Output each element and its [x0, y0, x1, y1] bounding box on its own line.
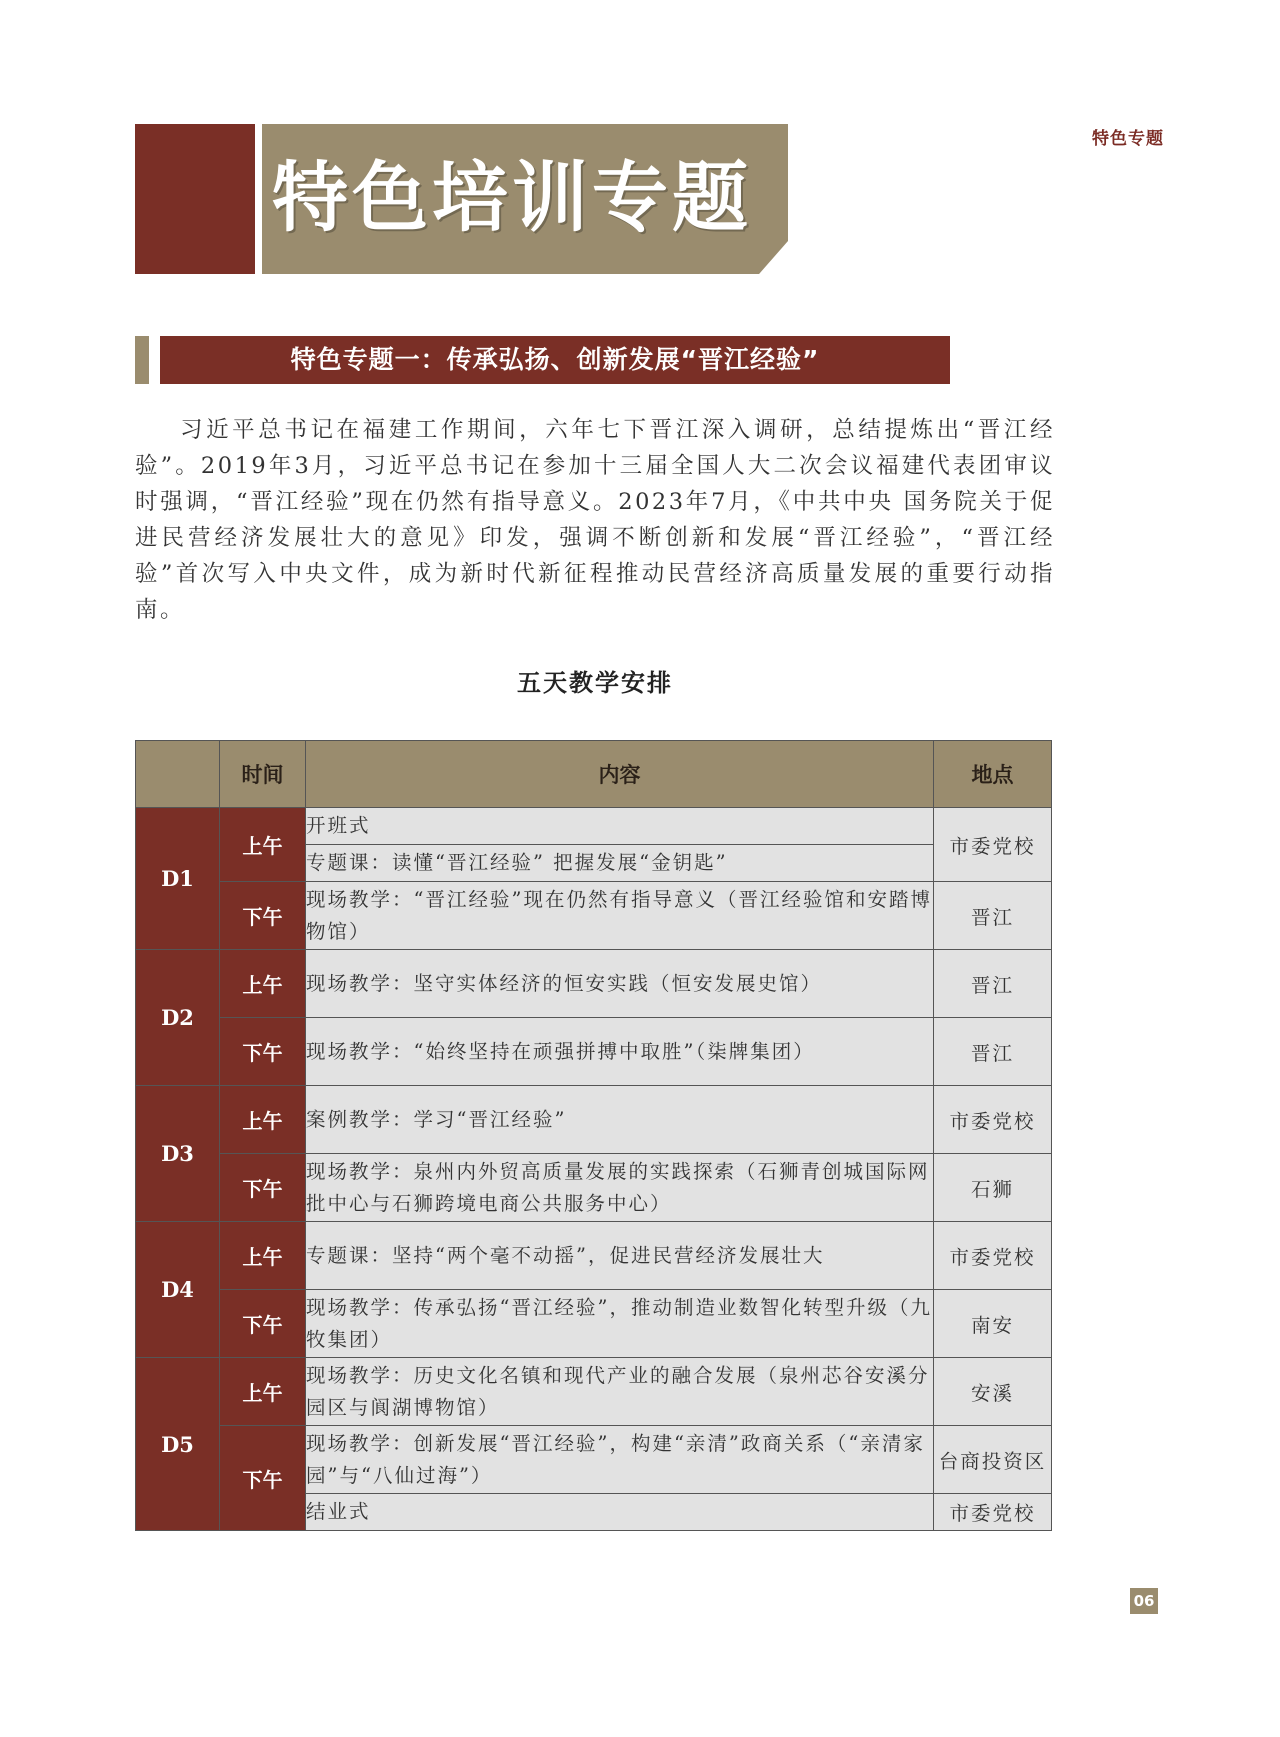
table-row	[136, 1018, 1052, 1086]
intro-paragraph: 习近平总书记在福建工作期间，六年七下晋江深入调研，总结提炼出“晋江经验”。2019年3月，习近平总书记在参加十三届全国人大二次会议福建代表团审议时强调，“晋江经验”现在仍然有指导意义。2023年7月，《中共中央 国务院关于促进民营经济发展壮大的意见》印发，强调不断创新和发展“晋江经验”，“晋江经验”首次写入中央文件，成为新时代新征程推动民营经济高质量发展的重要行动指南。	[135, 417, 1055, 623]
time-slot: 上午	[220, 1222, 306, 1290]
session-location: 南安	[934, 1290, 1052, 1358]
table-header-row	[136, 741, 1052, 808]
schedule-table	[135, 740, 1052, 1531]
table-row	[136, 1426, 1052, 1494]
session-content: 开班式	[306, 808, 934, 845]
time-slot: 下午	[220, 1290, 306, 1358]
day-label: D4	[136, 1222, 220, 1358]
time-slot: 上午	[220, 950, 306, 1018]
time-slot: 下午	[220, 882, 306, 950]
day-label: D5	[136, 1358, 220, 1531]
time-slot: 上午	[220, 1358, 306, 1426]
session-location: 市委党校	[934, 1494, 1052, 1531]
session-content: 案例教学：学习“晋江经验”	[306, 1086, 934, 1154]
section-heading: 特色专题一：传承弘扬、创新发展“晋江经验”	[290, 345, 820, 374]
session-location: 安溪	[934, 1358, 1052, 1426]
table-row	[136, 808, 1052, 845]
section-heading-accent	[135, 336, 149, 384]
session-content: 现场教学：坚守实体经济的恒安实践（恒安发展史馆）	[306, 950, 934, 1018]
session-content: 结业式	[306, 1494, 934, 1531]
session-content: 现场教学：泉州内外贸高质量发展的实践探索（石狮青创城国际网批中心与石狮跨境电商公共服务中心）	[306, 1154, 934, 1222]
schedule-title: 五天教学安排	[517, 669, 673, 697]
header-time: 时间	[220, 741, 306, 808]
day-label: D1	[136, 808, 220, 950]
header-location: 地点	[934, 741, 1052, 808]
table-row	[136, 882, 1052, 950]
time-slot: 下午	[220, 1018, 306, 1086]
table-row	[136, 950, 1052, 1018]
table-row	[136, 1222, 1052, 1290]
table-row	[136, 1358, 1052, 1426]
page-number: 06	[1130, 1588, 1158, 1614]
page-title: 特色培训专题	[272, 153, 752, 242]
session-location: 台商投资区	[934, 1426, 1052, 1494]
session-content: 现场教学：“晋江经验”现在仍然有指导意义（晋江经验馆和安踏博物馆）	[306, 882, 934, 950]
time-slot: 下午	[220, 1426, 306, 1531]
day-label: D3	[136, 1086, 220, 1222]
session-location: 市委党校	[934, 808, 1052, 882]
session-location: 晋江	[934, 882, 1052, 950]
time-slot: 上午	[220, 1086, 306, 1154]
time-slot: 上午	[220, 808, 306, 882]
section-label: 特色专题	[1092, 129, 1164, 149]
table-row	[136, 1154, 1052, 1222]
session-content: 现场教学：历史文化名镇和现代产业的融合发展（泉州芯谷安溪分园区与阆湖博物馆）	[306, 1358, 934, 1426]
session-content: 专题课：读懂“晋江经验” 把握发展“金钥匙”	[306, 845, 934, 882]
session-content: 专题课：坚持“两个毫不动摇”，促进民营经济发展壮大	[306, 1222, 934, 1290]
session-location: 晋江	[934, 950, 1052, 1018]
header-content: 内容	[306, 741, 934, 808]
session-content: 现场教学：创新发展“晋江经验”，构建“亲清”政商关系（“亲清家园”与“八仙过海”）	[306, 1426, 934, 1494]
header-day	[136, 741, 220, 808]
table-row	[136, 1290, 1052, 1358]
table-row	[136, 1086, 1052, 1154]
title-banner-accent	[135, 124, 255, 274]
day-label: D2	[136, 950, 220, 1086]
session-location: 石狮	[934, 1154, 1052, 1222]
session-content: 现场教学：“始终坚持在顽强拼搏中取胜”（柒牌集团）	[306, 1018, 934, 1086]
session-content: 现场教学：传承弘扬“晋江经验”，推动制造业数智化转型升级（九牧集团）	[306, 1290, 934, 1358]
session-location: 晋江	[934, 1018, 1052, 1086]
time-slot: 下午	[220, 1154, 306, 1222]
session-location: 市委党校	[934, 1222, 1052, 1290]
session-location: 市委党校	[934, 1086, 1052, 1154]
